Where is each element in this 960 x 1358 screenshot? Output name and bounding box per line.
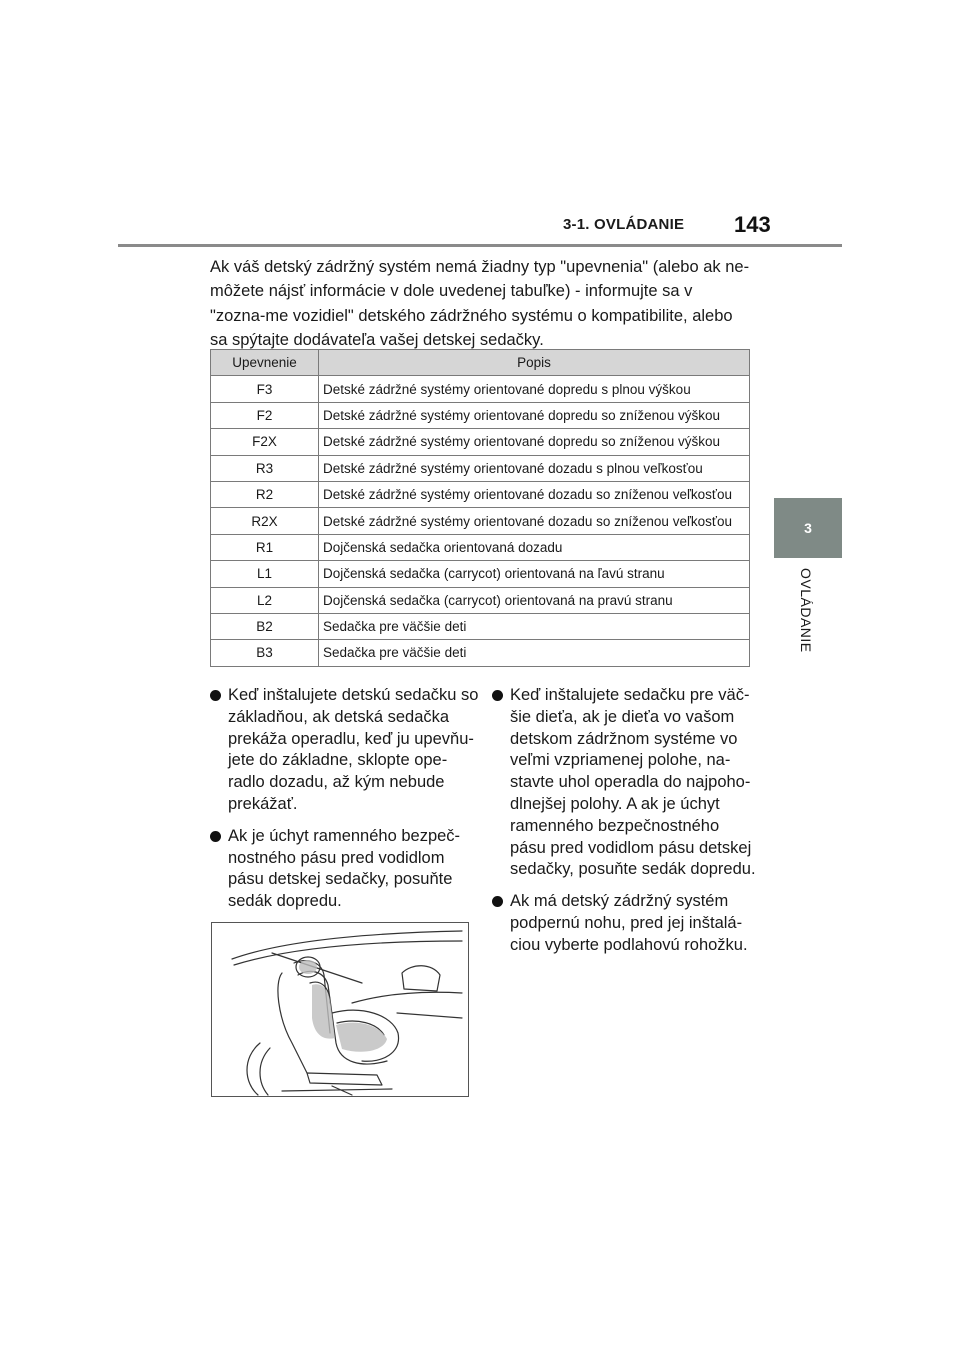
intro-paragraph: Ak váš detský zádržný systém nemá žiadny typ "upevnenia" (alebo ak ne-môžete nájsť informácie v dole uvedenej tabuľke) - informujte sa v "zozna-me vozidiel" detského zádržného systému o kompatibilite, alebo sa spýtajte dodávateľa vašej detskej sedačky. xyxy=(210,258,750,350)
page-number: 143 xyxy=(734,212,771,237)
list-item: Keď inštalujete sedačku pre väč-šie dieťa, ak je dieťa vo vašom detskom zádržnom systéme vo veľmi vzpriamenej polohe, na-stavte uhol operadla do najpoho-dlnejšej polohy. A ak je úchyt ramenného bezpečnostného pásu pred vodidlom pásu detskej sedačky, posuňte sedák dopredu. xyxy=(492,685,757,881)
fixture-code: F2X xyxy=(211,429,319,455)
list-item: Ak je úchyt ramenného bezpeč-nostného pásu pred vodidlom pásu detskej sedačky, posuňte sedák dopredu. xyxy=(210,826,480,913)
fixture-code: B2 xyxy=(211,613,319,639)
fixture-description: Detské zádržné systémy orientované dopredu so zníženou výškou xyxy=(319,429,750,455)
fixture-description: Detské zádržné systémy orientované dopredu s plnou výškou xyxy=(319,376,750,402)
fixture-table xyxy=(210,349,750,667)
section-title: 3-1. OVLÁDANIE xyxy=(563,216,685,233)
fixture-code: R3 xyxy=(211,455,319,481)
table-row xyxy=(211,640,750,666)
car-seat-drawing xyxy=(212,923,468,1096)
child-seat-illustration xyxy=(211,922,469,1097)
fixture-description: Dojčenská sedačka (carrycot) orientovaná na pravú stranu xyxy=(319,587,750,613)
chapter-label: OVLÁDANIE xyxy=(798,568,814,653)
fixture-code: F3 xyxy=(211,376,319,402)
header-divider xyxy=(118,244,842,247)
column-header-fixture: Upevnenie xyxy=(211,350,319,376)
table-row xyxy=(211,455,750,481)
fixture-code: R2X xyxy=(211,508,319,534)
table-row xyxy=(211,561,750,587)
table-row xyxy=(211,481,750,507)
left-bullet-list xyxy=(210,685,480,923)
fixture-description: Dojčenská sedačka (carrycot) orientovaná na ľavú stranu xyxy=(319,561,750,587)
fixture-code: R2 xyxy=(211,481,319,507)
right-bullet-list xyxy=(492,685,757,967)
fixture-code: L2 xyxy=(211,587,319,613)
fixture-description: Detské zádržné systémy orientované dozadu s plnou veľkosťou xyxy=(319,455,750,481)
fixture-code: L1 xyxy=(211,561,319,587)
fixture-description: Detské zádržné systémy orientované dozadu so zníženou veľkosťou xyxy=(319,481,750,507)
fixture-description: Detské zádržné systémy orientované dopredu so zníženou výškou xyxy=(319,402,750,428)
chapter-tab[interactable] xyxy=(774,498,842,558)
table-row xyxy=(211,429,750,455)
list-item: Ak má detský zádržný systém podpernú nohu, pred jej inštalá-ciou vyberte podlahovú rohožku. xyxy=(492,891,757,956)
table-row xyxy=(211,402,750,428)
fixture-description: Detské zádržné systémy orientované dozadu so zníženou veľkosťou xyxy=(319,508,750,534)
fixture-description: Dojčenská sedačka orientovaná dozadu xyxy=(319,534,750,560)
chapter-number: 3 xyxy=(804,520,812,536)
list-item: Keď inštalujete detskú sedačku so základňou, ak detská sedačka prekáža operadlu, keď ju upevňu-jete do základne, sklopte ope-radlo dozadu, až kým nebude prekážať. xyxy=(210,685,480,816)
table-row xyxy=(211,508,750,534)
fixture-code: B3 xyxy=(211,640,319,666)
fixture-code: F2 xyxy=(211,402,319,428)
fixture-description: Sedačka pre väčšie deti xyxy=(319,640,750,666)
table-row xyxy=(211,613,750,639)
table-header-row xyxy=(211,350,750,376)
fixture-description: Sedačka pre väčšie deti xyxy=(319,613,750,639)
table-row xyxy=(211,587,750,613)
table-row xyxy=(211,376,750,402)
column-header-description: Popis xyxy=(319,350,750,376)
fixture-code: R1 xyxy=(211,534,319,560)
table-row xyxy=(211,534,750,560)
